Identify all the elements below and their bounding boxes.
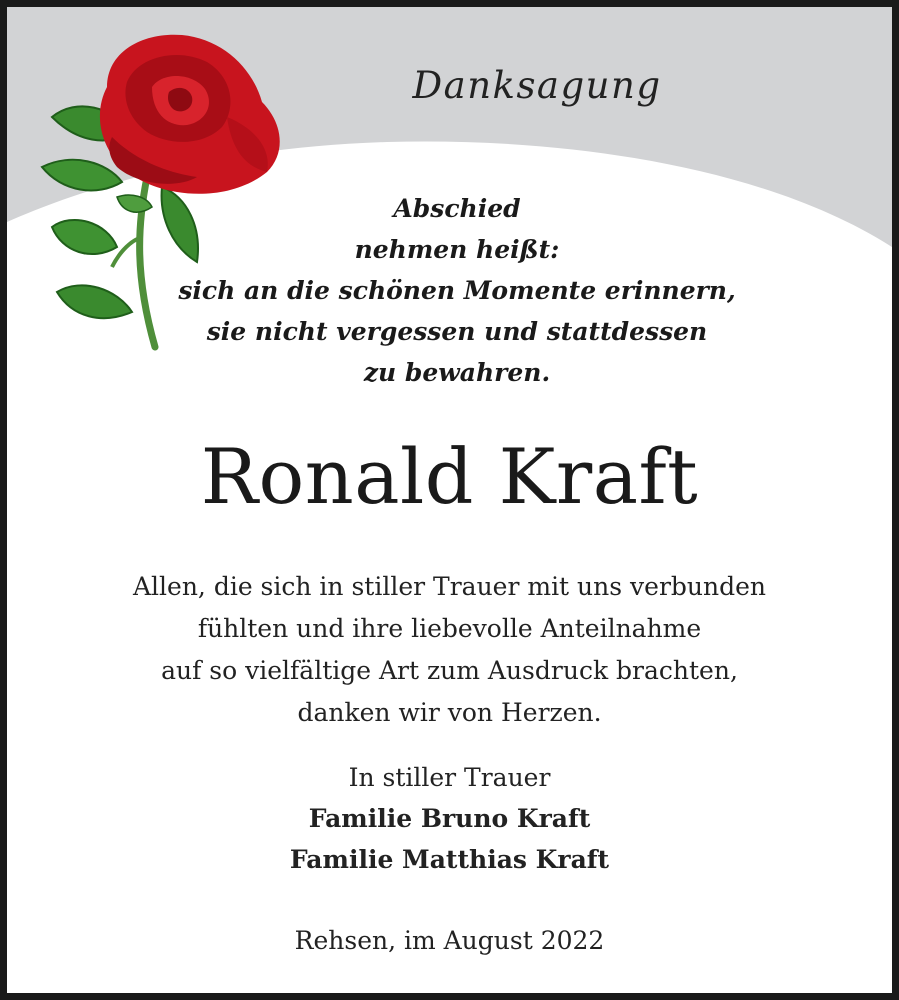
signature-intro: In stiller Trauer [348,763,551,792]
signature-block [7,757,892,880]
farewell-quote [167,188,747,393]
deceased-name: Ronald Kraft [200,432,699,521]
message-line: Allen, die sich in stiller Trauer mit uns verbunden [132,572,767,601]
place-and-date: Rehsen, im August 2022 [294,926,605,955]
page-title: Danksagung [412,64,662,107]
message-line: auf so vielfältige Art zum Ausdruck brachten, [161,656,738,685]
family-name: Familie Bruno Kraft [308,804,591,833]
quote-line: Abschied [393,194,521,223]
message-line: danken wir von Herzen. [297,698,602,727]
family-name: Familie Matthias Kraft [289,845,610,874]
thank-you-message [7,566,892,734]
quote-line: sie nicht vergessen und stattdessen [206,317,708,346]
quote-line: zu bewahren. [363,358,551,387]
quote-line: nehmen heißt: [354,235,560,264]
quote-line: sich an die schönen Momente erinnern, [178,276,736,305]
message-line: fühlten und ihre liebevolle Anteilnahme [197,614,702,643]
